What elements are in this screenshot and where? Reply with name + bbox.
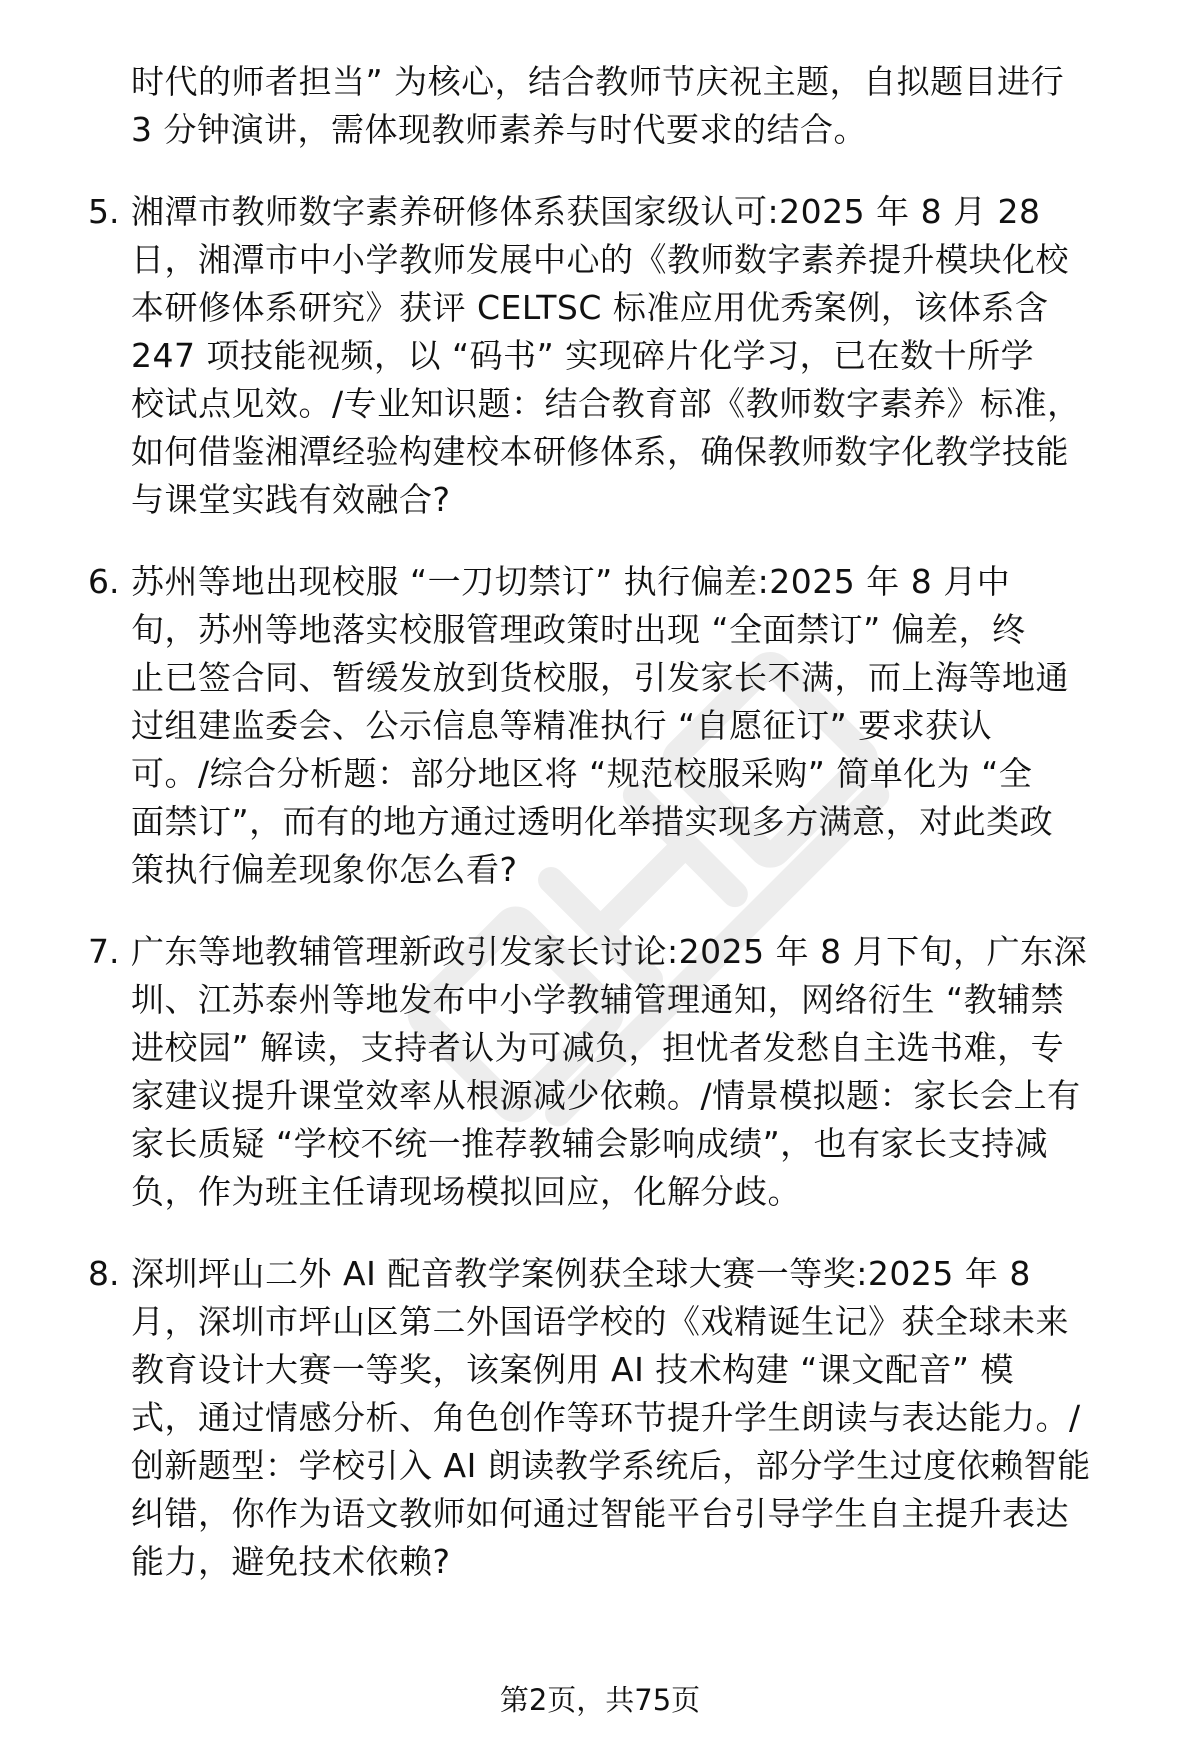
text-line: 过组建监委会、公示信息等精准执行 “自愿征订” 要求获认	[131, 706, 993, 745]
list-item-8	[88, 1250, 1148, 1586]
list-item-7	[88, 928, 1148, 1216]
text-line: 圳、江苏泰州等地发布中小学教辅管理通知，网络衍生 “教辅禁	[131, 980, 1065, 1019]
text-line: 策执行偏差现象你怎么看?	[131, 850, 518, 889]
list-item-6	[88, 558, 1148, 894]
text-line: 教育设计大赛一等奖，该案例用 AI 技术构建 “课文配音” 模	[131, 1350, 1014, 1389]
document-body	[88, 58, 1148, 1586]
text-line: 247 项技能视频，以 “码书” 实现碎片化学习，已在数十所学	[131, 336, 1035, 375]
text-line: 校试点见效。/专业知识题：结合教育部《教师数字素养》标准，	[131, 384, 1081, 423]
text-line: 负，作为班主任请现场模拟回应，化解分歧。	[131, 1172, 801, 1211]
text-line: 可。/综合分析题：部分地区将 “规范校服采购” 简单化为 “全	[131, 754, 1033, 793]
text-line: 月，深圳市坪山区第二外国语学校的《戏精诞生记》获全球未来	[131, 1302, 1069, 1341]
text-line: 3 分钟演讲，需体现教师素养与时代要求的结合。	[131, 110, 867, 149]
text-line: 面禁订”，而有的地方通过透明化举措实现多方满意，对此类政	[131, 802, 1054, 841]
page-number-footer: 第2页，共75页	[499, 1683, 701, 1717]
text-line: 止已签合同、暂缓发放到货校服，引发家长不满，而上海等地通	[131, 658, 1069, 697]
intro-paragraph	[88, 58, 1148, 154]
text-line: 时代的师者担当” 为核心，结合教师节庆祝主题，自拟题目进行	[131, 62, 1065, 101]
text-line: 本研修体系研究》获评 CELTSC 标准应用优秀案例，该体系含	[131, 288, 1049, 327]
text-line: 旬，苏州等地落实校服管理政策时出现 “全面禁订” 偏差，终	[131, 610, 1026, 649]
text-line: 式，通过情感分析、角色创作等环节提升学生朗读与表达能力。/	[131, 1398, 1081, 1437]
text-line: 苏州等地出现校服 “一刀切禁订” 执行偏差:2025 年 8 月中	[131, 562, 1011, 601]
text-line: 日，湘潭市中小学教师发展中心的《教师数字素养提升模块化校	[131, 240, 1069, 279]
item-number: 7.	[88, 932, 120, 971]
text-line: 湘潭市教师数字素养研修体系获国家级认可:2025 年 8 月 28	[131, 192, 1041, 231]
text-line: 如何借鉴湘潭经验构建校本研修体系，确保教师数字化教学技能	[131, 432, 1069, 471]
text-line: 家长质疑 “学校不统一推荐教辅会影响成绩”，也有家长支持减	[131, 1124, 1049, 1163]
item-number: 6.	[88, 562, 120, 601]
text-line: 创新题型：学校引入 AI 朗读教学系统后，部分学生过度依赖智能	[131, 1446, 1091, 1485]
text-line: 家建议提升课堂效率从根源减少依赖。/情景模拟题：家长会上有	[131, 1076, 1081, 1115]
text-line: 与课堂实践有效融合?	[131, 480, 451, 519]
text-line: 纠错，你作为语文教师如何通过智能平台引导学生自主提升表达	[131, 1494, 1069, 1533]
list-item-5	[88, 188, 1148, 524]
item-number: 8.	[88, 1254, 120, 1293]
text-line: 能力，避免技术依赖?	[131, 1542, 451, 1581]
item-number: 5.	[88, 192, 120, 231]
text-line: 进校园” 解读，支持者认为可减负，担忧者发愁自主选书难，专	[131, 1028, 1065, 1067]
text-line: 广东等地教辅管理新政引发家长讨论:2025 年 8 月下旬，广东深	[131, 932, 1088, 971]
text-line: 深圳坪山二外 AI 配音教学案例获全球大赛一等奖:2025 年 8	[131, 1254, 1031, 1293]
